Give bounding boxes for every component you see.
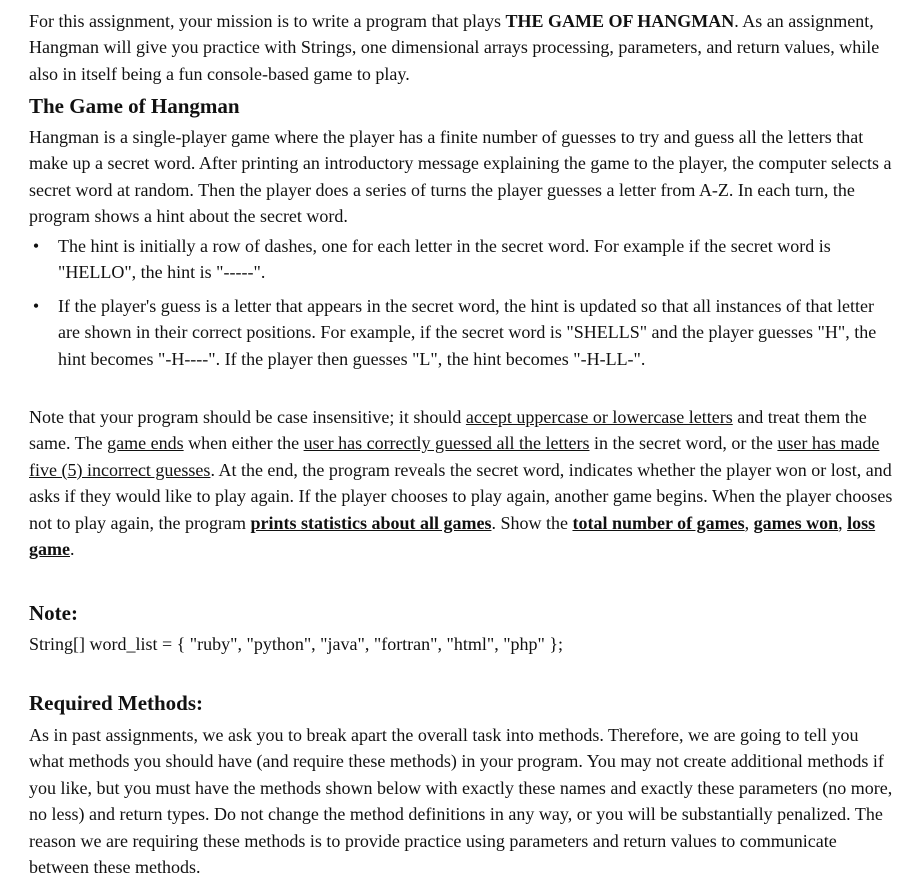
- underlined-five-incorrect: user has made five (5) incorrect guesses: [29, 433, 880, 480]
- bold-underlined-games-won: games won: [753, 512, 839, 533]
- game-name-bold: THE GAME OF HANGMAN: [505, 11, 735, 31]
- bullet-text: The hint is initially a row of dashes, one for each letter in the secret word. For example if the secret word is "HELLO", the hint is "-----".: [58, 236, 831, 283]
- section-heading-game-of-hangman: The Game of Hangman: [29, 94, 240, 118]
- hangman-description-paragraph: Hangman is a single-player game where the player has a finite number of guesses to try and guess all the letters that make up a secret word. After printing an introductory message explaining the game to the player, the computer selects a secret word at random. Then the player does a series of turns the player guesses a letter from A-Z. In each turn, the program shows a hint about the secret word.: [29, 127, 892, 227]
- bullet-icon: •: [32, 296, 40, 316]
- bullet-text: If the player's guess is a letter that appears in the secret word, the hint is updated so that all instances of that letter are shown in their correct positions. For example, if the secret word is "SHELLS" and the player guesses "H", the hint becomes "-H----". If the player then guesses "L", the hint becomes "-H-LL-".: [58, 296, 877, 369]
- intro-text-end: . As an assignment, Hangman will give you practice with Strings, one dimensional arrays processing, parameters, and return values, while also in itself being a fun console-based game to play.: [29, 11, 880, 84]
- intro-paragraph: [29, 8, 895, 87]
- underlined-all-letters-guessed: user has correctly guessed all the letters: [303, 433, 590, 454]
- underlined-game-ends: game ends: [107, 433, 184, 454]
- required-methods-paragraph: As in past assignments, we ask you to break apart the overall task into methods. Therefore, we are going to tell you what methods you should have (and require these methods) in your program. You may not create additional methods if you like, but you must have the methods shown below with exactly these names and exactly these parameters (no more, no less) and return types. Do not change the method definitions in any way, or you will be substantially penalized. The reason we are requiring these methods is to provide practice using parameters and return values to communicate between these methods.: [29, 725, 893, 878]
- bold-underlined-loss-game: loss game: [29, 512, 876, 560]
- bullet-icon: •: [32, 236, 40, 256]
- bold-underlined-statistics: prints statistics about all games: [250, 512, 492, 533]
- rules-paragraph: Note that your program should be case insensitive; it should accept uppercase or lowercase letters and treat them the same. The game ends when either the user has correctly guessed all the letters in the secret word, or the user has made five (5) incorrect guesses. At the end, the program reveals the secret word, indicates whether the player won or lost, and asks if they would like to play again. If the player chooses to play again, another game begins. When the player chooses not to play again, the program prints statistics about all games. Show the total number of games, games won, loss game.: [29, 407, 893, 560]
- section-heading-required-methods: Required Methods:: [29, 691, 204, 715]
- underlined-case-insensitive: accept uppercase or lowercase letters: [465, 407, 733, 427]
- intro-text-start: For this assignment, your mission is to write a program that plays: [29, 11, 506, 31]
- word-list-code-line: String[] word_list = { "ruby", "python", "java", "fortran", "html", "php" };: [29, 634, 564, 654]
- bold-underlined-total-games: total number of games: [572, 512, 745, 533]
- section-heading-note: Note:: [29, 601, 78, 625]
